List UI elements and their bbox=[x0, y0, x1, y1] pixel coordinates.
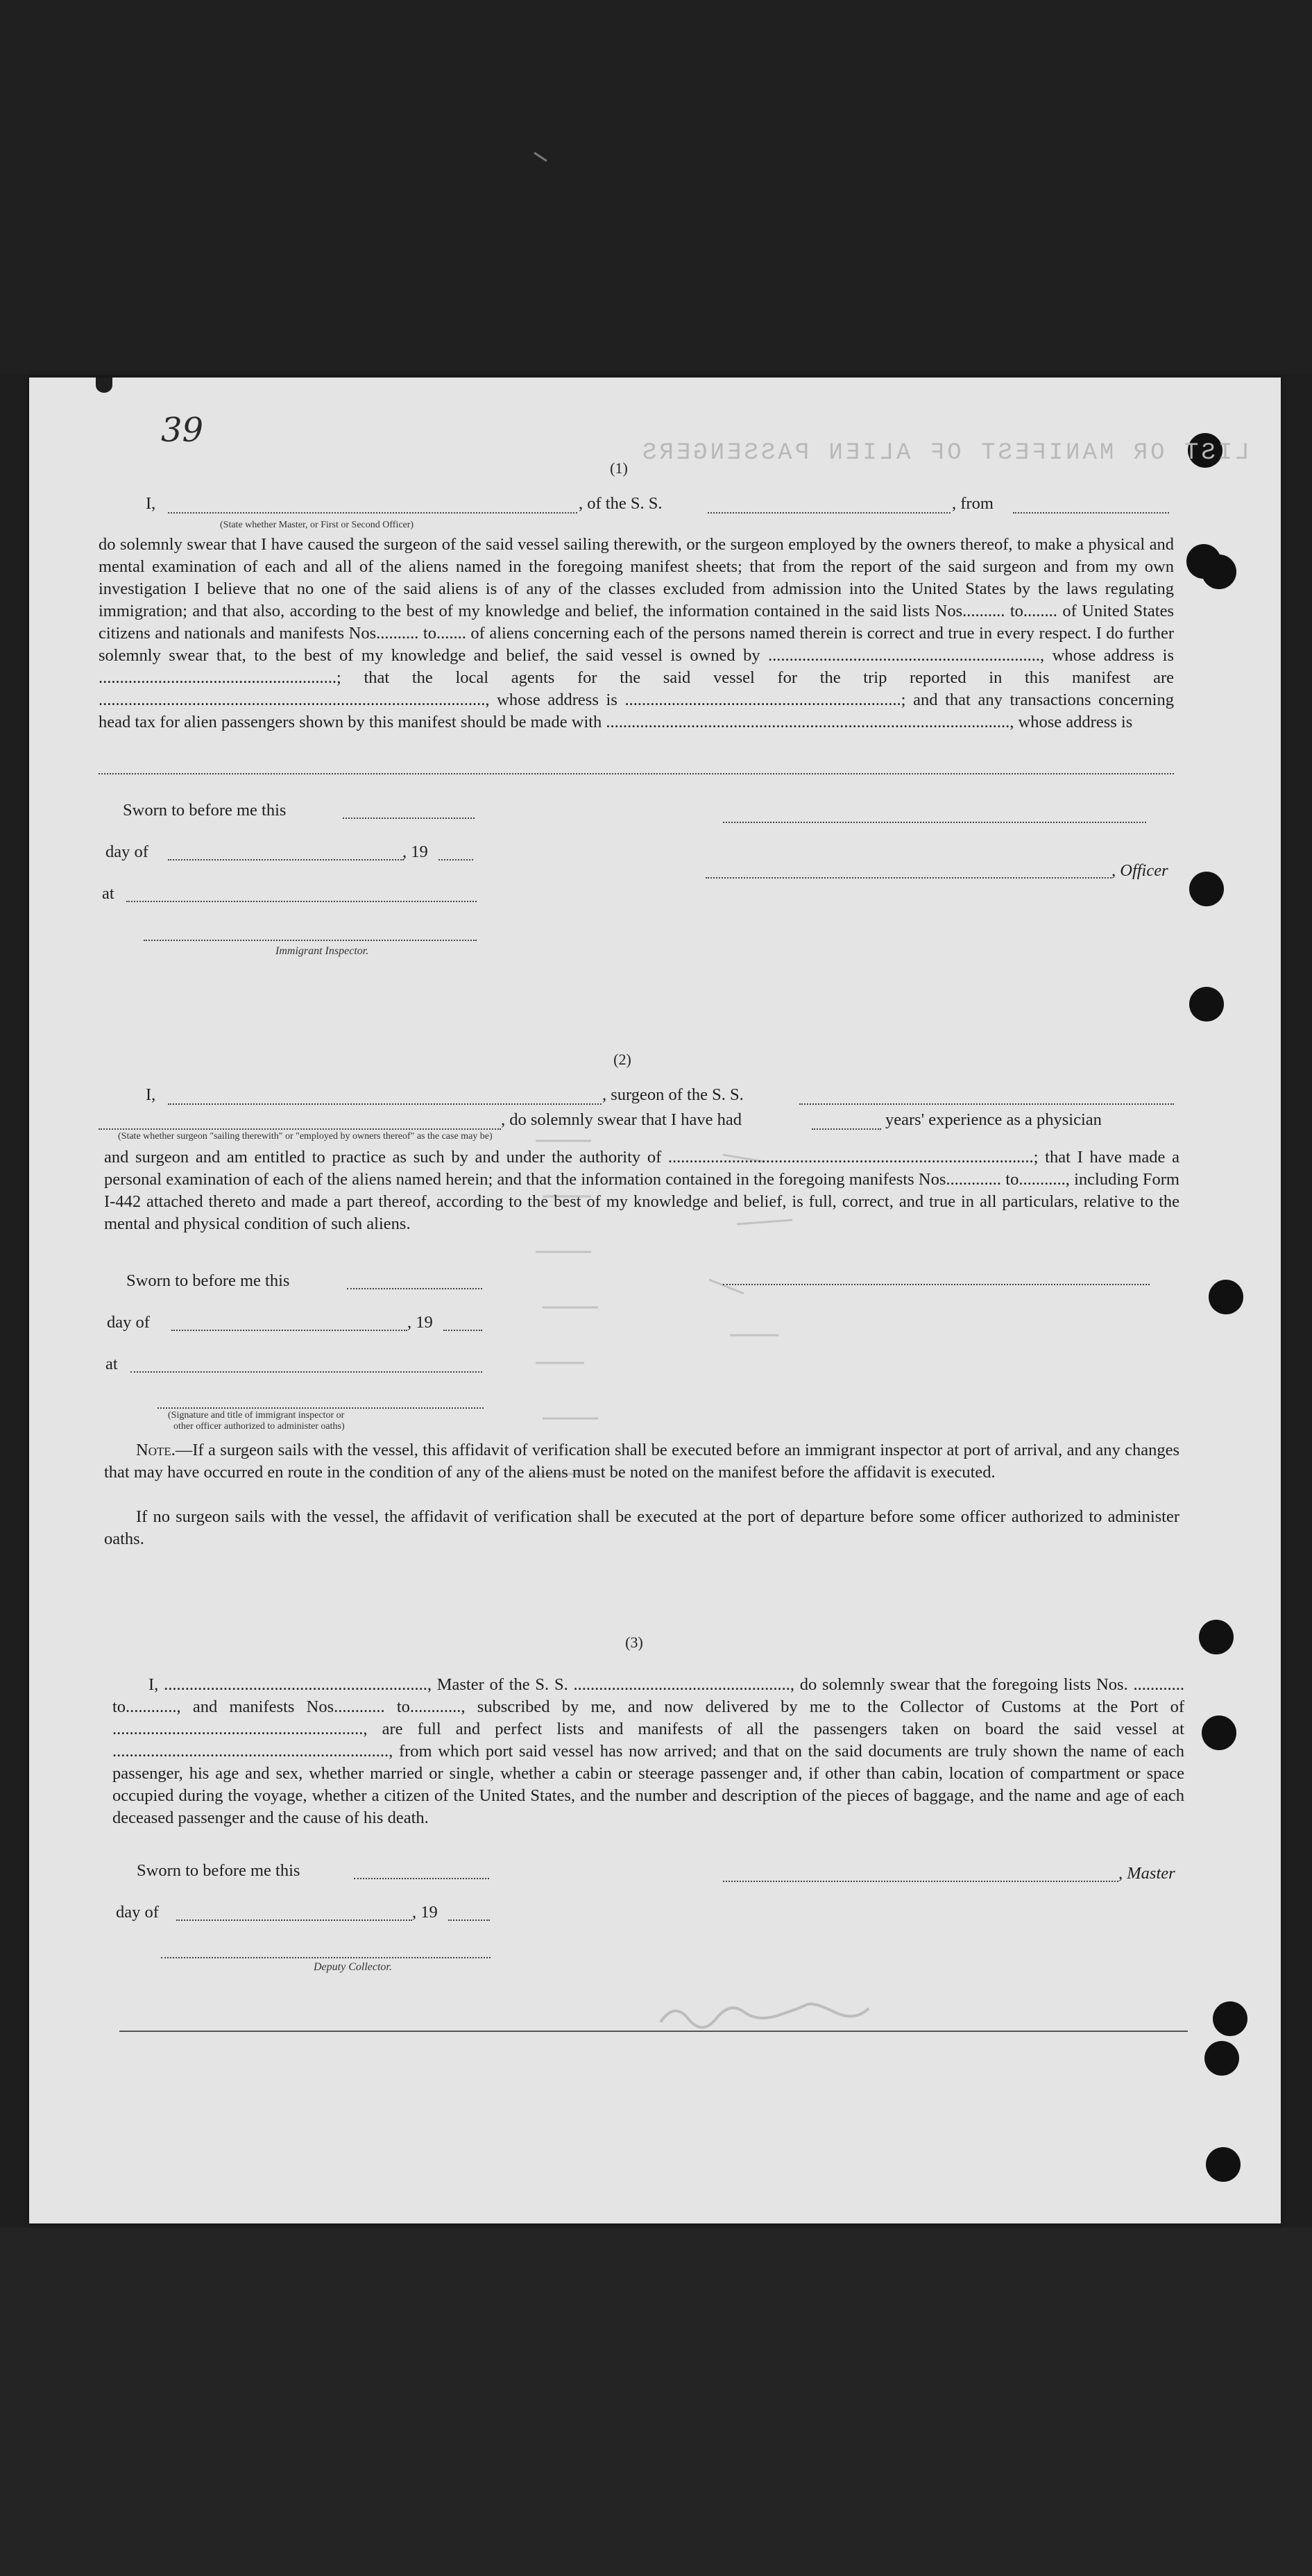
officer-signature-line-upper[interactable] bbox=[723, 822, 1146, 823]
sworn-year-field[interactable] bbox=[438, 859, 473, 861]
punch-hole bbox=[1199, 1620, 1234, 1654]
punch-hole bbox=[1209, 1280, 1243, 1314]
signature-note-line-1: (Signature and title of immigrant inspector or bbox=[168, 1410, 345, 1421]
section-3-day-of: day of bbox=[116, 1903, 159, 1922]
section-2-year: , 19 bbox=[407, 1313, 433, 1332]
surgeon-type-field[interactable] bbox=[99, 1128, 501, 1130]
section-1-year: , 19 bbox=[402, 842, 428, 861]
vessel-name-field[interactable] bbox=[708, 512, 951, 514]
manifest-back-page bbox=[29, 378, 1281, 2223]
surgeon-name-field[interactable] bbox=[168, 1103, 602, 1105]
section-1-of-ss: , of the S. S. bbox=[579, 494, 663, 513]
section-2-at: at bbox=[105, 1355, 118, 1373]
surgeon-vessel-field[interactable] bbox=[799, 1103, 1174, 1105]
section-2-oath-text: and surgeon and am entitled to practice as such by and under the authority of ......................................................................................; that I have made a personal examination of each of the aliens named herein; and that the information contained in the foregoing manifests Nos............. to..........., including Form I-442 attached thereto and made a part thereof, according to the best of my knowledge and belief, is full, correct, and true in all particulars, relative to the mental and physical condition of such aliens. bbox=[104, 1148, 1179, 1233]
punch-hole bbox=[1206, 2147, 1241, 2182]
section-3-oath-text: I, .............................................................., Master of the S. S. ..................................................., do solemnly swear that the foregoing lists Nos. ............ to............, and manifests Nos............ to............, subscribed by me, and now delivered by me to the Collector of Customs at the Port of ..........................................................., are full and perfect lists and manifests of all the passengers taken on board the said vessel at ................................................................., from which port said vessel has now arrived; and that on the said documents are truly shown the name of each passenger, his age and sex, whether married or single, whether a cabin or steerage passenger and, if other than cabin, location of compartment or space occupied during the voyage, whether a citizen of the United States, and the number and description of the pieces of baggage, and the name and age of each deceased passenger and the cause of his death. bbox=[112, 1675, 1184, 1827]
section-1-oath-text: do solemnly swear that I have caused the surgeon of the said vessel sailing therewith, or the surgeon employed by the owners thereof, to make a physical and mental examination of each and all of the aliens named in the foregoing manifest sheets; that from the report of the said surgeon and from my own investigation I believe that no one of the said aliens is of any of the classes excluded from admission into the United States by the laws regulating immigration; and that also, according to the best of my knowledge and belief, the information contained in the said lists Nos.......... to........ of United States citizens and nationals and manifests Nos.......... to....... of aliens concerning each of the persons named therein is correct and true in every respect. I do further solemnly swear that, to the best of my knowledge and belief, the said vessel is owned by ................................................................, whose address is ........................................................; that the local agents for the said vessel for the trip reported in this manifest are ..........................................................................................., whose address is .................................................................; and that any transactions concerning head tax for alien passengers shown by this manifest should be made with ..............................................................................................., whose address is bbox=[99, 535, 1174, 731]
sworn-at-field[interactable] bbox=[126, 901, 477, 902]
section-2-official-signature-field[interactable] bbox=[157, 1407, 484, 1409]
surgeon-signature-field[interactable] bbox=[723, 1284, 1150, 1285]
master-signature-field[interactable] bbox=[723, 1881, 1118, 1882]
signature-note-line-2: other officer authorized to administer oaths) bbox=[173, 1421, 345, 1432]
master-label: , Master bbox=[1118, 1864, 1175, 1883]
sworn-month-field[interactable] bbox=[168, 859, 404, 861]
section-2-years: years' experience as a physician bbox=[885, 1110, 1102, 1129]
section-2-number: (2) bbox=[613, 1051, 631, 1068]
deputy-collector-label: Deputy Collector. bbox=[314, 1961, 392, 1973]
officer-label: , Officer bbox=[1111, 861, 1168, 880]
section-1-day-of: day of bbox=[105, 842, 148, 861]
corner-tear bbox=[96, 378, 112, 393]
faint-signature-scribble bbox=[654, 1988, 973, 2043]
officer-rank-note: (State whether Master, or First or Second Officer) bbox=[220, 520, 414, 530]
bottom-rule bbox=[119, 2031, 1188, 2032]
punch-hole bbox=[1189, 987, 1224, 1022]
section-3-sworn-month-field[interactable] bbox=[176, 1920, 412, 1921]
surgeon-note-paragraph bbox=[104, 1439, 1179, 1484]
head-tax-address-field[interactable] bbox=[99, 773, 1174, 774]
section-2-sworn-year-field[interactable] bbox=[443, 1330, 482, 1331]
section-2-i: I, bbox=[146, 1085, 156, 1104]
section-2-swear: , do solemnly swear that I have had bbox=[501, 1110, 742, 1129]
no-surgeon-note: If no surgeon sails with the vessel, the affidavit of verification shall be executed at the port of departure before some officer authorized to administer oaths. bbox=[104, 1507, 1179, 1548]
punch-hole bbox=[1202, 554, 1236, 589]
section-3-year: , 19 bbox=[412, 1903, 438, 1922]
section-2-sworn-month-field[interactable] bbox=[171, 1330, 407, 1331]
surgeon-type-note: (State whether surgeon "sailing therewith" or "employed by owners thereof" as the case may be) bbox=[118, 1131, 493, 1142]
punch-hole bbox=[1202, 1715, 1236, 1750]
sworn-day-field[interactable] bbox=[343, 817, 475, 819]
section-3-sworn-year-field[interactable] bbox=[448, 1920, 490, 1921]
bleed-through-text: LIST OR MANIFEST OF ALIEN PASSENGERS bbox=[640, 440, 1250, 466]
section-3-sworn-day-field[interactable] bbox=[354, 1878, 489, 1879]
section-1-i: I, bbox=[146, 494, 156, 513]
punch-hole bbox=[1213, 2001, 1247, 2036]
deputy-collector-signature-field[interactable] bbox=[161, 1957, 491, 1958]
immigrant-inspector-label: Immigrant Inspector. bbox=[275, 945, 369, 957]
section-2-sworn-at-field[interactable] bbox=[130, 1371, 482, 1373]
section-1-at: at bbox=[102, 884, 114, 903]
section-1-from: , from bbox=[952, 494, 994, 513]
officer-name-field[interactable] bbox=[168, 512, 577, 514]
section-1-sworn-label: Sworn to before me this bbox=[123, 801, 287, 820]
handwritten-page-number: 39 bbox=[161, 411, 204, 450]
years-experience-field[interactable] bbox=[812, 1128, 881, 1130]
section-3-sworn-label: Sworn to before me this bbox=[137, 1861, 300, 1880]
section-2-day-of: day of bbox=[107, 1313, 150, 1332]
section-1-number: (1) bbox=[610, 459, 628, 477]
section-3-number: (3) bbox=[625, 1634, 643, 1651]
from-port-field[interactable] bbox=[1013, 512, 1169, 514]
punch-hole bbox=[1189, 872, 1224, 906]
punch-hole bbox=[1204, 2041, 1239, 2076]
section-2-surgeon-of: , surgeon of the S. S. bbox=[602, 1085, 744, 1104]
note-label: Note. bbox=[136, 1441, 176, 1459]
inspector-signature-field[interactable] bbox=[144, 940, 477, 941]
officer-signature-field[interactable] bbox=[706, 877, 1111, 879]
section-2-sworn-day-field[interactable] bbox=[347, 1288, 482, 1289]
section-2-sworn-label: Sworn to before me this bbox=[126, 1271, 290, 1290]
note-text: —If a surgeon sails with the vessel, this affidavit of verification shall be executed before an immigrant inspector at port of arrival, and any changes that may have occurred en route in the condition of any of the aliens must be noted on the manifest before the affidavit is executed. bbox=[104, 1441, 1179, 1482]
